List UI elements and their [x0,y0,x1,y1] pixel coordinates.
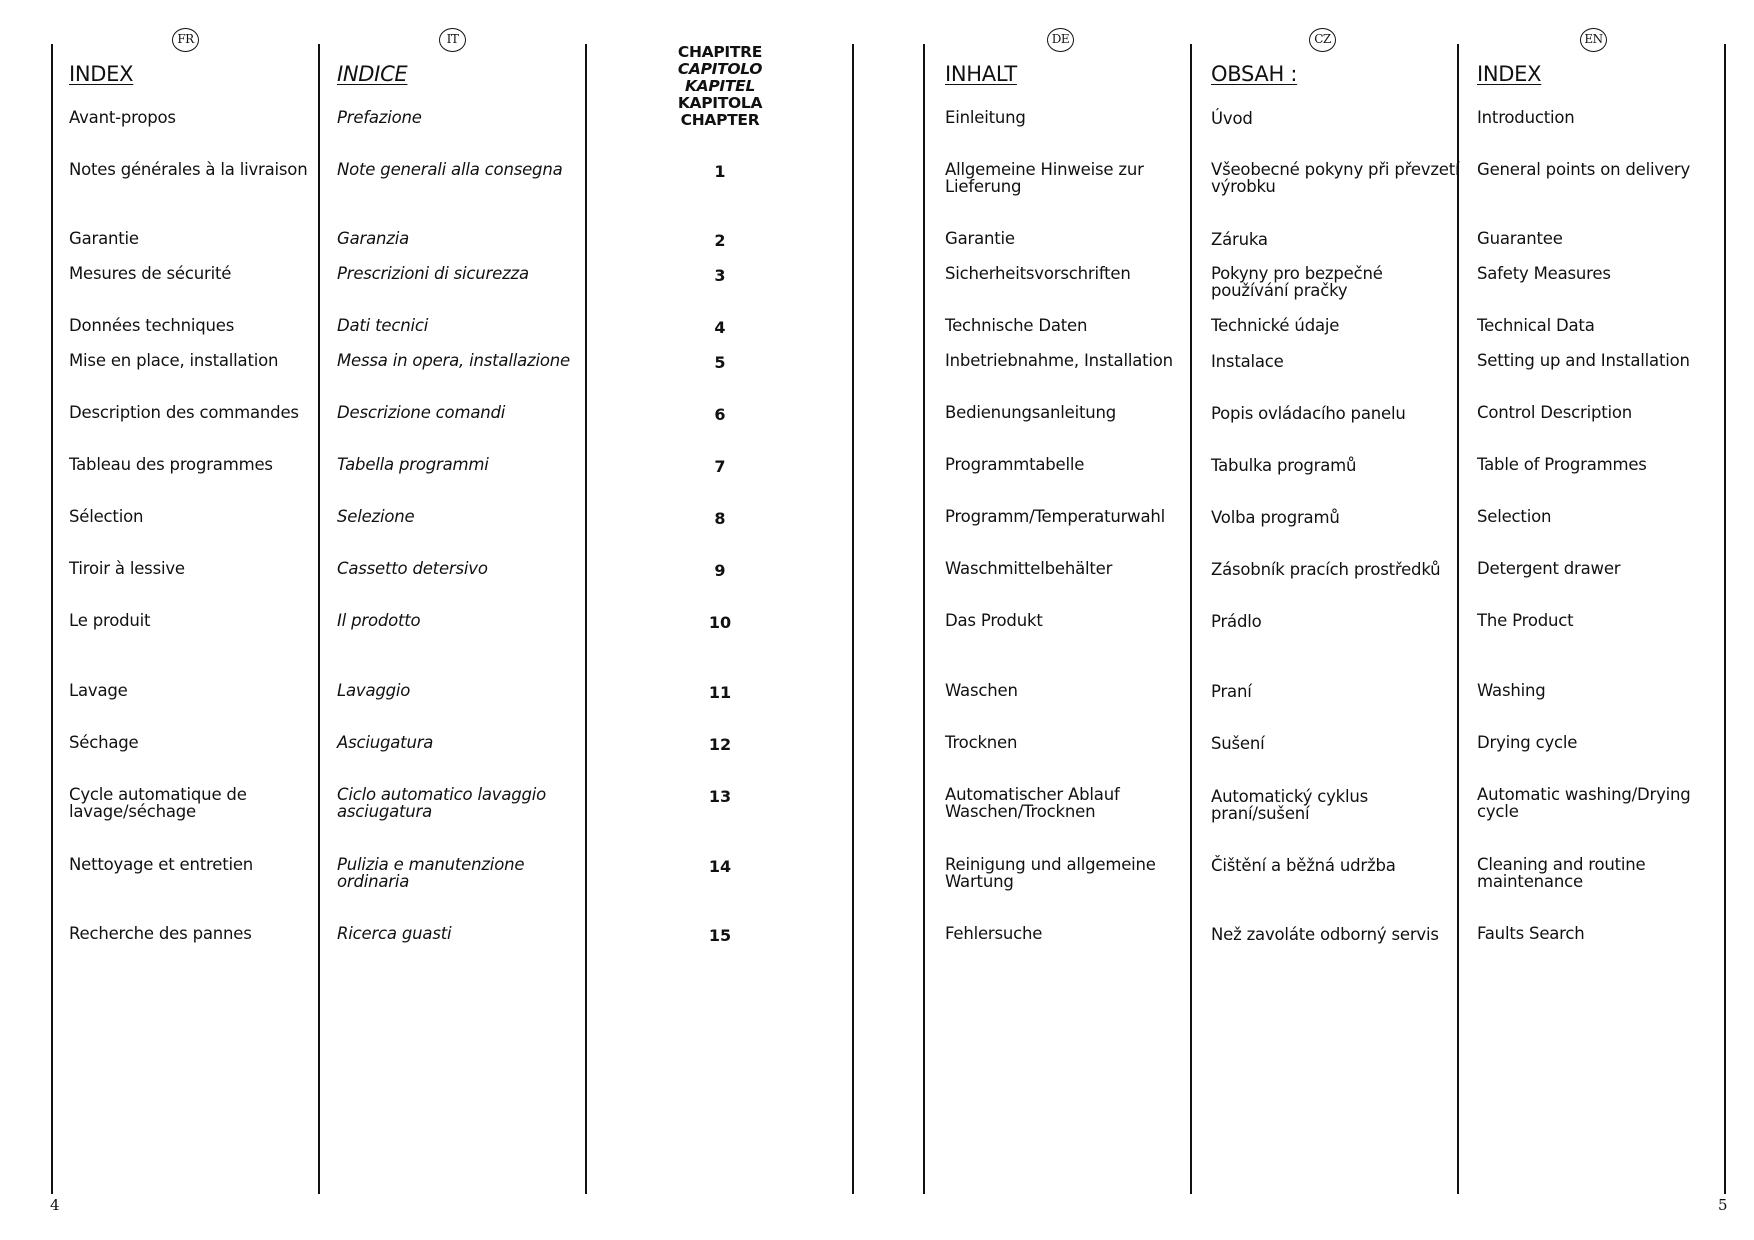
index-entry: Detergent drawer [1477,559,1621,578]
index-entry: Trocknen [945,733,1018,752]
column-title: INHALT [945,62,1017,86]
index-entry: Dati tecnici [337,316,429,335]
index-entry: Note generali alla consegna [337,160,563,179]
language-badge-cz: CZ [1309,28,1336,52]
index-entry: Notes générales à la livraison [69,160,308,179]
index-entry: Lavaggio [337,681,411,700]
index-entry: Garantie [69,229,139,248]
index-entry: Garantie [945,229,1015,248]
index-entry: Waschmittelbehälter [945,559,1113,578]
index-entry: Pulizia e manutenzione ordinaria [337,855,525,891]
index-entry: Mise en place, installation [69,351,279,370]
index-entry: Čištění a běžná udržba [1211,856,1396,875]
index-entry: Tableau des programmes [69,455,273,474]
index-entry: Volba programů [1211,508,1340,527]
column-title: INDEX [1477,62,1542,86]
index-entry: Sicherheitsvorschriften [945,264,1131,283]
index-entry: Asciugatura [337,733,434,752]
chapter-label-cz: KAPITOLA [677,94,763,112]
chapter-label-de: KAPITEL [684,77,756,95]
chapter-number: 8 [714,509,726,528]
index-entry: Technické údaje [1211,316,1340,335]
index-entry: Automatischer Ablauf Waschen/Trocknen [945,785,1120,821]
index-entry: Prádlo [1211,612,1262,631]
index-entry: Nettoyage et entretien [69,855,254,874]
index-entry: Pokyny pro bezpečné používání pračky [1211,264,1383,300]
index-entry: Tabulka programů [1211,456,1357,475]
index-entry: Programm/Temperaturwahl [945,507,1166,526]
chapter-number: 7 [714,457,726,476]
index-entry: Séchage [69,733,139,752]
language-badge-it: IT [439,28,466,52]
index-entry: Všeobecné pokyny při převzetí výrobku [1211,160,1460,196]
column-divider [923,44,925,1194]
index-entry: Setting up and Installation [1477,351,1690,370]
chapter-number: 9 [714,561,726,580]
chapter-number: 11 [708,683,732,702]
index-entry: Il prodotto [337,611,421,630]
index-entry: Programmtabelle [945,455,1085,474]
index-entry: Sušení [1211,734,1265,753]
index-entry: Introduction [1477,108,1575,127]
index-entry: Waschen [945,681,1018,700]
column-title: INDICE [337,62,408,86]
index-entry: Tiroir à lessive [69,559,185,578]
index-entry: Praní [1211,682,1252,701]
index-entry: Úvod [1211,109,1253,128]
index-entry: Das Produkt [945,611,1043,630]
index-entry: General points on delivery [1477,160,1691,179]
index-entry: Table of Programmes [1477,455,1647,474]
index-entry: Instalace [1211,352,1284,371]
index-entry: Než zavoláte odborný servis [1211,925,1439,944]
index-entry: Selezione [337,507,415,526]
column-title: OBSAH : [1211,62,1298,86]
chapter-number: 15 [708,926,732,945]
index-entry: Selection [1477,507,1552,526]
index-entry: Cycle automatique de lavage/séchage [69,785,247,821]
index-entry: Prescrizioni di sicurezza [337,264,529,283]
index-entry: Ciclo automatico lavaggio asciugatura [337,785,547,821]
index-entry: Le produit [69,611,151,630]
chapter-number: 12 [708,735,732,754]
index-entry: Faults Search [1477,924,1585,943]
index-entry: Prefazione [337,108,422,127]
chapter-number: 13 [708,787,732,806]
index-entry: Guarantee [1477,229,1563,248]
language-badge-en: EN [1580,28,1607,52]
index-entry: Control Description [1477,403,1633,422]
index-entry: Descrizione comandi [337,403,506,422]
index-entry: The Product [1477,611,1574,630]
column-divider [852,44,854,1194]
column-title: INDEX [69,62,134,86]
index-entry: Messa in opera, installazione [337,351,570,370]
index-entry: Technical Data [1477,316,1595,335]
index-entry: Drying cycle [1477,733,1578,752]
index-entry: Washing [1477,681,1546,700]
index-entry: Cleaning and routine maintenance [1477,855,1646,891]
index-entry: Reinigung und allgemeine Wartung [945,855,1156,891]
index-entry: Einleitung [945,108,1026,127]
index-entry: Automatic washing/Drying cycle [1477,785,1691,821]
index-entry: Données techniques [69,316,235,335]
index-entry: Avant-propos [69,108,176,127]
index-entry: Technische Daten [945,316,1088,335]
index-entry: Popis ovládacího panelu [1211,404,1406,423]
page-number-left: 4 [50,1196,60,1214]
index-entry: Tabella programmi [337,455,489,474]
index-entry: Garanzia [337,229,410,248]
column-divider [51,44,53,1194]
index-entry: Lavage [69,681,128,700]
index-entry: Safety Measures [1477,264,1611,283]
index-entry: Ricerca guasti [337,924,452,943]
language-badge-de: DE [1047,28,1074,52]
page-number-right: 5 [1718,1196,1728,1214]
index-entry: Allgemeine Hinweise zur Lieferung [945,160,1144,196]
chapter-label-it: CAPITOLO [677,60,763,78]
index-entry: Description des commandes [69,403,299,422]
index-entry: Fehlersuche [945,924,1043,943]
index-entry: Recherche des pannes [69,924,252,943]
index-entry: Cassetto detersivo [337,559,488,578]
index-entry: Bedienungsanleitung [945,403,1117,422]
language-badge-fr: FR [172,28,199,52]
chapter-number: 4 [714,318,726,337]
index-entry: Sélection [69,507,144,526]
chapter-label-en: CHAPTER [680,111,760,129]
index-entry: Zásobník pracích prostředků [1211,560,1441,579]
index-entry: Automatický cyklus praní/sušení [1211,787,1369,823]
chapter-number: 1 [714,162,726,181]
chapter-number: 6 [714,405,726,424]
index-entry: Mesures de sécurité [69,264,232,283]
chapter-number: 14 [708,857,732,876]
chapter-number: 2 [714,231,726,250]
index-entry: Inbetriebnahme, Installation [945,351,1173,370]
chapter-column-header [640,44,800,129]
chapter-number: 3 [714,266,726,285]
chapter-label-fr: CHAPITRE [677,43,763,61]
chapter-number: 10 [708,613,732,632]
chapter-number: 5 [714,353,726,372]
index-entry: Záruka [1211,230,1268,249]
